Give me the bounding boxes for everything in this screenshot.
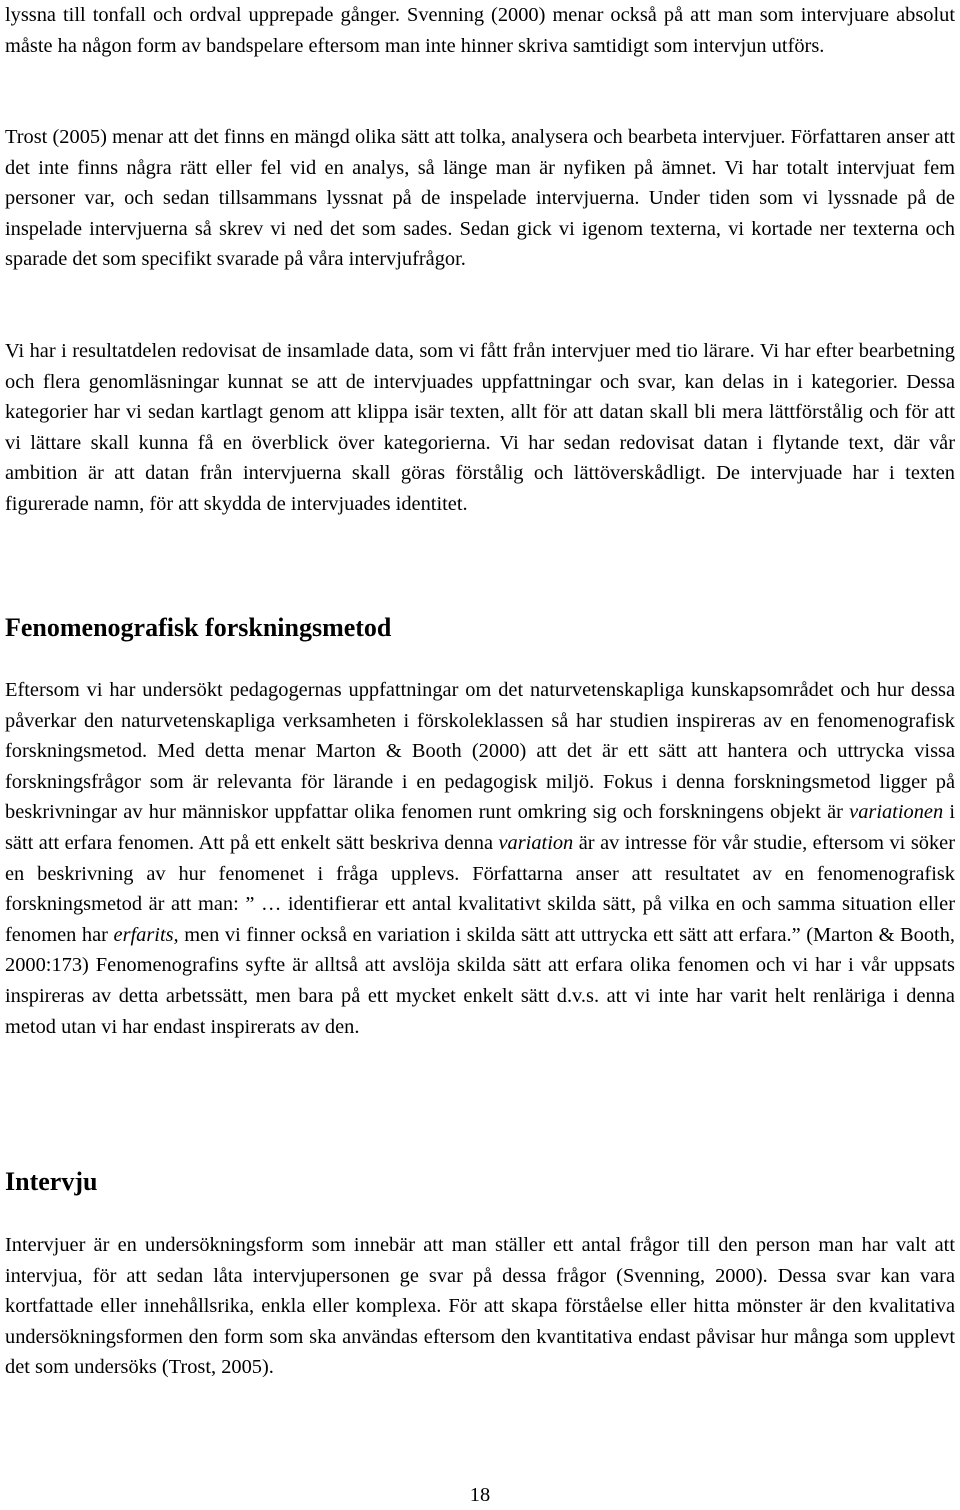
- emphasis-variation: variation: [498, 831, 574, 854]
- paragraph-results-presentation: Vi har i resultatdelen redovisat de insamlade data, som vi fått från intervjuer med tio lärare. Vi har efter bearbetning och flera genomläsningar kunnat se att de intervjuades uppfattningar och svar, kan delas in i kategorier. Dessa kategorier har vi sedan kartlagt genom att klippa isär texten, allt för att datan skall bli mera lättförstålig och för att vi lättare skall kunna få en överblick över kategorierna. Vi har sedan redovisat datan i flytande text, där vår ambition är att datan från intervjuerna skall göras förstålig och lättöverskådligt. De intervjuade har i texten figurerade namn, för att skydda de intervjuades identitet.: [5, 340, 955, 515]
- paragraph-interview-recording: lyssna till tonfall och ordval upprepade gånger. Svenning (2000) menar också på att man som intervjuare absolut måste ha någon form av bandspelare eftersom man inte hinner skriva samtidigt som intervjun utförs.: [5, 4, 955, 57]
- paragraph-text: Eftersom vi har undersökt pedagogernas uppfattningar om det naturvetenskapliga kunskapsområdet och hur dessa påverkar den naturvetenskapliga verksamheten i förskoleklassen så har studien inspireras av en fenomenografisk forskningsmetod. Med detta menar Marton & Booth (2000) att det är ett sätt att hantera och uttrycka vissa forskningsfrågor som är relevanta för lärande i en pedagogisk miljö. Fokus i denna forskningsmetod ligger på beskrivningar av hur människor uppfattar olika fenomen runt omkring sig och forskningens objekt är: [5, 679, 955, 824]
- emphasis-variationen: variationen: [849, 801, 944, 824]
- section-heading-interview: Intervju: [5, 1167, 98, 1196]
- paragraph-text: men vi finner också en variation i skilda sätt att uttrycka ett sätt att erfara.” (Marton & Booth, 2000:173) Fenomenografins syfte är alltså att avslöja skilda sätt att erfara olika fenomen och vi har i vår uppsats inspireras av detta arbetssätt, men bara på ett mycket enkelt sätt d.v.s. att vi inte har varit helt renläriga i denna metod utan vi har endast inspirerats av den.: [5, 923, 955, 1038]
- paragraph-text: i sätt att erfara fenomen. Att på ett enkelt sätt beskriva denna: [5, 801, 955, 854]
- paragraph-interview-definition: Intervjuer är en undersökningsform som innebär att man ställer ett antal frågor till den person man har valt att intervjua, för att sedan låta intervjupersonen ge svar på dessa frågor (Svenning, 2000). Dessa svar kan vara kortfattade eller innehållsrika, enkla eller komplexa. För att skapa förståelse eller hitta mönster är den kvalitativa undersökningsformen den form som ska användas eftersom den kvantitativa endast påvisar hur många som upplevt det som undersöks (Trost, 2005).: [5, 1234, 955, 1379]
- paragraph-phenomenography: [5, 675, 955, 1042]
- paragraph-text: är av intresse för vår studie, eftersom vi söker en beskrivning av hur fenomenet i fråga upplevs. Författarna anser att resultatet av en fenomenografisk forskningsmetod är att man: ” … identifierar ett antal kvalitativt skilda sätt, på vilka en och samma situation eller fenomen har: [5, 831, 955, 946]
- emphasis-erfarits: erfarits,: [113, 923, 179, 946]
- paragraph-analysis-method: Trost (2005) menar att det finns en mängd olika sätt att tolka, analysera och bearbeta intervjuer. Författaren anser att det inte finns några rätt eller fel vid en analys, så länge man är nyfiken på ämnet. Vi har totalt intervjuat fem personer var, och sedan tillsammans lyssnat på de inspelade intervjuerna. Under tiden som vi lyssnade på de inspelade intervjuerna så skrev vi ned det som sades. Sedan gick vi igenom texterna, vi kortade ner texterna och sparade det som specifikt svarade på våra intervjufrågor.: [5, 126, 955, 271]
- section-heading-phenomenography: Fenomenografisk forskningsmetod: [5, 613, 392, 642]
- page-number: 18: [469, 1484, 491, 1506]
